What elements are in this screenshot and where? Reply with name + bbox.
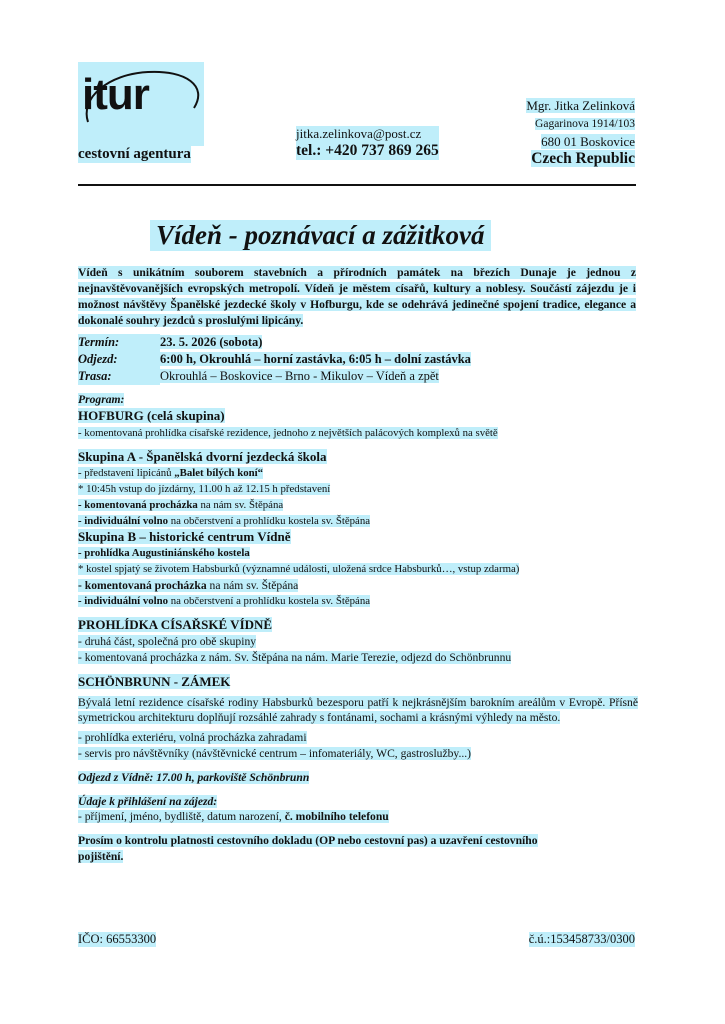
- termin-label: Termín:: [78, 334, 160, 351]
- address-block: [526, 97, 635, 167]
- logo: [78, 62, 204, 146]
- group-a-title: Skupina A - Španělská dvorní jezdecká škola: [78, 449, 327, 465]
- group-a-show: „Balet bílých koní“: [174, 467, 264, 480]
- country: Czech Republic: [531, 150, 635, 167]
- hofburg-title: HOFBURG (celá skupina): [78, 407, 225, 423]
- trasa-label: Trasa:: [78, 368, 160, 385]
- trip-meta: [78, 334, 471, 385]
- contact-block: [296, 126, 439, 160]
- street: Gagarinova 1914/103: [535, 118, 635, 130]
- signup-title: Údaje k přihlášení na zájezd:: [78, 794, 218, 808]
- bank-account: č.ú.:153458733/0300: [528, 932, 635, 946]
- return-time: Odjezd z Vídně: 17.00 h, parkoviště Schönbrunn: [78, 770, 310, 784]
- termin-value: 23. 5. 2026 (sobota): [160, 335, 263, 349]
- imperial-title: PROHLÍDKA CÍSAŘSKÉ VÍDNĚ: [78, 617, 273, 633]
- notice: Prosím o kontrolu platnosti cestovního dokladu (OP nebo cestovní pas) a uzavření cestovního pojištění.: [78, 834, 538, 863]
- schonbrunn-text: Bývalá letní rezidence císařské rodiny Habsburků bezesporu patří k nejkrásnějším barokním areálům v Evropě. Přísně symetrickou architekturu doplňují rozsáhlé zahrady s fontánami, sochami a krásnými výhledy na město.: [78, 695, 638, 725]
- program-body: Program: HOFBURG (celá skupina) - komentovaná prohlídka císařské rezidence, jednoho z největších palácových komplexů na světě Skupina A - Španělská dvorní jezdecká škola - představení lipicánů „Balet bílých koní“ * 10:45h vstup do jízdárny, 11.00 h až 12.15 h představení - komentovaná procházka na nám sv. Štěpána - individuální volno na občerstvení a prohlídku kostela sv. Štěpána Skupina B – historické centrum Vídně - prohlídka Augustiniánského kostela * kostel spjatý se životem Habsburků (významné události, uložená srdce Habsburků…, vstup zdarma) - komentovaná procházka na nám sv. Štěpána - individuální volno na občerstvení a prohlídku kostela sv. Štěpána PROHLÍDKA CÍSAŘSKÉ VÍDNĚ - druhá část, společná pro obě skupiny - komentovaná procházka z nám. Sv. Štěpána na nám. Marie Terezie, odjezd do Schönbrunnu SCHÖNBRUNN - ZÁMEK Bývalá letní rezidence císařské rodiny Habsburků bezesporu patří k nejkrásnějším barokním areálům v Evropě. Přísně symetrickou architekturu doplňují rozsáhlé zahrady s fontánami, sochami a krásnými výhledy na město. - prohlídka exteriéru, volná procházka zahradami - servis pro návštěvníky (návštěvnické centrum – infomateriály, WC, gastroslužby...) Odjezd z Vídně: 17.00 h, parkoviště Schönbrunn Údaje k přihlášení na zájezd: - příjmení, jméno, bydliště, datum narození, č. mobilního telefonu Prosím o kontrolu platnosti cestovního dokladu (OP nebo cestovní pas) a uzavření cestovního pojištění.: [78, 393, 638, 863]
- intro-text: Vídeň s unikátním souborem stavebních a přírodních památek na březích Dunaje je jednou z nejnavštěvovanějších evropských metropolí. Vídeň je městem císařů, kultury a noblesy. Součástí zájezdu je i možnost návštěvy Španělské jezdecké školy v Hofburgu, kde se odehrává jedinečné spojení tradice, elegance a dokonalé souhry jezdců s proslulými lipicány.: [78, 266, 636, 327]
- schonbrunn-title: SCHÖNBRUNN - ZÁMEK: [78, 673, 231, 689]
- city: 680 01 Boskovice: [541, 134, 635, 149]
- agency-label: cestovní agentura: [78, 146, 191, 162]
- group-b-church: - prohlídka Augustiniánského kostela: [78, 547, 250, 560]
- phone: tel.: +420 737 869 265: [296, 142, 439, 159]
- ico: IČO: 66553300: [78, 932, 157, 946]
- program-label: Program:: [78, 393, 125, 406]
- page-title: Vídeň - poznávací a zážitková: [150, 220, 491, 251]
- odjezd-label: Odjezd:: [78, 351, 160, 368]
- email: jitka.zelinkova@post.cz: [296, 126, 439, 142]
- group-a-time: * 10:45h vstup do jízdárny, 11.00 h až 12.15 h představení: [78, 482, 331, 495]
- contact-name: Mgr. Jitka Zelinková: [526, 98, 635, 113]
- hofburg-item: - komentovaná prohlídka císařské rezidence, jednoho z největších palácových komplexů na světě: [78, 426, 498, 439]
- logo-text: itur: [82, 70, 149, 119]
- trasa-value: Okrouhlá – Boskovice – Brno - Mikulov – Vídeň a zpět: [160, 369, 439, 383]
- odjezd-value: 6:00 h, Okrouhlá – horní zastávka, 6:05 h – dolní zastávka: [160, 352, 471, 366]
- header-divider: [78, 184, 636, 186]
- group-b-title: Skupina B – historické centrum Vídně: [78, 529, 291, 545]
